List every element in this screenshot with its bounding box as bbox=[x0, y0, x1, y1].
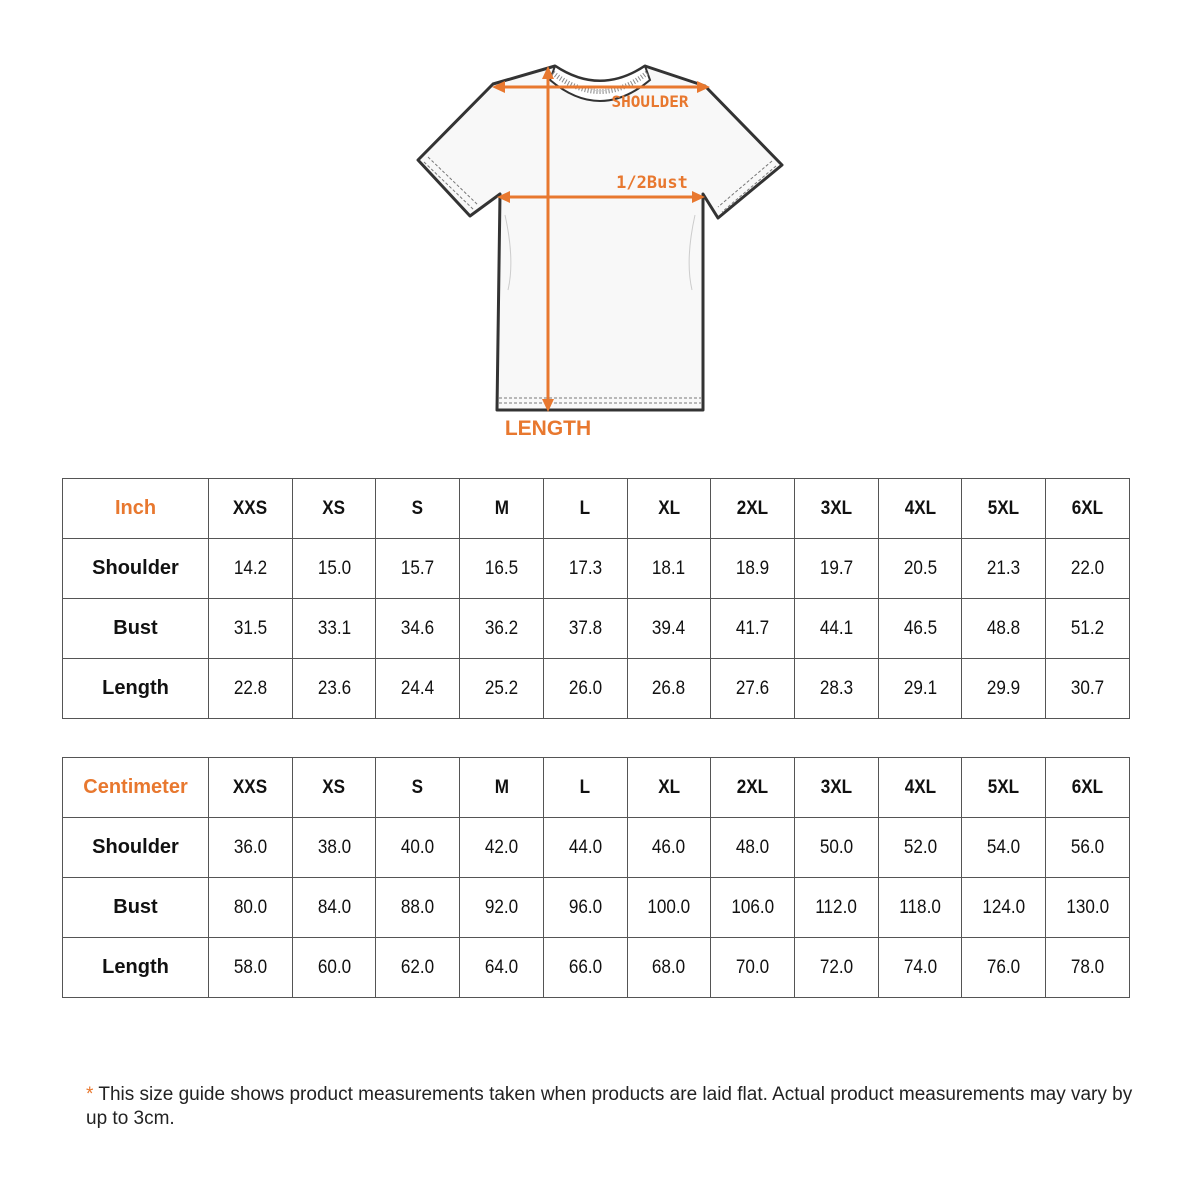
size-header: 5XL bbox=[962, 758, 1046, 818]
table-cell: 33.1 bbox=[292, 599, 376, 659]
table-cell: 18.1 bbox=[627, 539, 711, 599]
size-header: 4XL bbox=[878, 758, 962, 818]
table-cell: 56.0 bbox=[1046, 818, 1130, 878]
size-header: 3XL bbox=[795, 479, 879, 539]
size-header: 6XL bbox=[1046, 479, 1130, 539]
table-row bbox=[63, 878, 1130, 938]
inch-size-table bbox=[62, 478, 1130, 719]
table-cell: 68.0 bbox=[627, 938, 711, 998]
table-cell: 14.2 bbox=[209, 539, 293, 599]
table-cell: 51.2 bbox=[1046, 599, 1130, 659]
table-cell: 74.0 bbox=[878, 938, 962, 998]
table-row bbox=[63, 599, 1130, 659]
row-label: Shoulder bbox=[63, 818, 209, 878]
table-cell: 36.2 bbox=[460, 599, 544, 659]
table-cell: 80.0 bbox=[209, 878, 293, 938]
row-label: Length bbox=[63, 659, 209, 719]
table-cell: 58.0 bbox=[209, 938, 293, 998]
size-header: 4XL bbox=[878, 479, 962, 539]
size-header: XXS bbox=[209, 758, 293, 818]
row-label: Bust bbox=[63, 599, 209, 659]
size-header: S bbox=[376, 758, 460, 818]
row-label: Bust bbox=[63, 878, 209, 938]
table-cell: 44.0 bbox=[543, 818, 627, 878]
table-row bbox=[63, 818, 1130, 878]
table-cell: 46.0 bbox=[627, 818, 711, 878]
unit-label: Inch bbox=[63, 479, 209, 539]
table-cell: 21.3 bbox=[962, 539, 1046, 599]
table-cell: 96.0 bbox=[543, 878, 627, 938]
size-header: 6XL bbox=[1046, 758, 1130, 818]
table-cell: 62.0 bbox=[376, 938, 460, 998]
table-header-row bbox=[63, 758, 1130, 818]
table-cell: 20.5 bbox=[878, 539, 962, 599]
table-cell: 84.0 bbox=[292, 878, 376, 938]
row-label: Length bbox=[63, 938, 209, 998]
shoulder-label: SHOULDER bbox=[611, 92, 689, 111]
table-cell: 41.7 bbox=[711, 599, 795, 659]
table-cell: 31.5 bbox=[209, 599, 293, 659]
table-cell: 37.8 bbox=[543, 599, 627, 659]
table-cell: 54.0 bbox=[962, 818, 1046, 878]
table-cell: 36.0 bbox=[209, 818, 293, 878]
unit-label: Centimeter bbox=[63, 758, 209, 818]
table-cell: 39.4 bbox=[627, 599, 711, 659]
table-cell: 38.0 bbox=[292, 818, 376, 878]
table-cell: 22.0 bbox=[1046, 539, 1130, 599]
table-header-row bbox=[63, 479, 1130, 539]
tshirt-outline bbox=[418, 66, 782, 410]
table-row bbox=[63, 539, 1130, 599]
size-header: L bbox=[543, 479, 627, 539]
table-cell: 130.0 bbox=[1046, 878, 1130, 938]
table-cell: 44.1 bbox=[795, 599, 879, 659]
table-cell: 112.0 bbox=[795, 878, 879, 938]
table-cell: 19.7 bbox=[795, 539, 879, 599]
footnote bbox=[86, 1083, 1136, 1131]
table-row bbox=[63, 938, 1130, 998]
size-header: XXS bbox=[209, 479, 293, 539]
table-cell: 26.0 bbox=[543, 659, 627, 719]
table-cell: 100.0 bbox=[627, 878, 711, 938]
table-cell: 25.2 bbox=[460, 659, 544, 719]
table-cell: 26.8 bbox=[627, 659, 711, 719]
table-cell: 76.0 bbox=[962, 938, 1046, 998]
size-header: XS bbox=[292, 758, 376, 818]
size-header: 2XL bbox=[711, 479, 795, 539]
table-cell: 29.1 bbox=[878, 659, 962, 719]
table-cell: 60.0 bbox=[292, 938, 376, 998]
table-cell: 15.0 bbox=[292, 539, 376, 599]
table-cell: 124.0 bbox=[962, 878, 1046, 938]
table-cell: 17.3 bbox=[543, 539, 627, 599]
table-cell: 52.0 bbox=[878, 818, 962, 878]
table-cell: 88.0 bbox=[376, 878, 460, 938]
table-cell: 27.6 bbox=[711, 659, 795, 719]
table-cell: 28.3 bbox=[795, 659, 879, 719]
size-header: XS bbox=[292, 479, 376, 539]
length-label: LENGTH bbox=[504, 417, 592, 440]
table-cell: 46.5 bbox=[878, 599, 962, 659]
table-cell: 22.8 bbox=[209, 659, 293, 719]
row-label: Shoulder bbox=[63, 539, 209, 599]
table-cell: 24.4 bbox=[376, 659, 460, 719]
table-cell: 106.0 bbox=[711, 878, 795, 938]
table-cell: 23.6 bbox=[292, 659, 376, 719]
size-header: XL bbox=[627, 758, 711, 818]
table-cell: 50.0 bbox=[795, 818, 879, 878]
table-cell: 18.9 bbox=[711, 539, 795, 599]
table-cell: 64.0 bbox=[460, 938, 544, 998]
table-cell: 118.0 bbox=[878, 878, 962, 938]
size-header: M bbox=[460, 758, 544, 818]
table-cell: 16.5 bbox=[460, 539, 544, 599]
table-cell: 48.0 bbox=[711, 818, 795, 878]
size-header: 3XL bbox=[795, 758, 879, 818]
table-cell: 72.0 bbox=[795, 938, 879, 998]
size-header: M bbox=[460, 479, 544, 539]
table-cell: 40.0 bbox=[376, 818, 460, 878]
size-header: S bbox=[376, 479, 460, 539]
size-header: XL bbox=[627, 479, 711, 539]
table-cell: 42.0 bbox=[460, 818, 544, 878]
table-cell: 29.9 bbox=[962, 659, 1046, 719]
centimeter-size-table bbox=[62, 757, 1130, 998]
size-header: L bbox=[543, 758, 627, 818]
table-cell: 34.6 bbox=[376, 599, 460, 659]
table-cell: 66.0 bbox=[543, 938, 627, 998]
footnote-marker: * bbox=[86, 1084, 94, 1105]
table-cell: 15.7 bbox=[376, 539, 460, 599]
table-cell: 70.0 bbox=[711, 938, 795, 998]
table-cell: 78.0 bbox=[1046, 938, 1130, 998]
table-row bbox=[63, 659, 1130, 719]
table-cell: 48.8 bbox=[962, 599, 1046, 659]
size-header: 5XL bbox=[962, 479, 1046, 539]
footnote-text: This size guide shows product measurements taken when products are laid flat. Actual product measurements may vary by up to 3cm. bbox=[86, 1084, 1133, 1129]
tshirt-diagram bbox=[400, 55, 800, 450]
table-cell: 92.0 bbox=[460, 878, 544, 938]
bust-label: 1/2Bust bbox=[616, 173, 688, 193]
size-header: 2XL bbox=[711, 758, 795, 818]
table-cell: 30.7 bbox=[1046, 659, 1130, 719]
